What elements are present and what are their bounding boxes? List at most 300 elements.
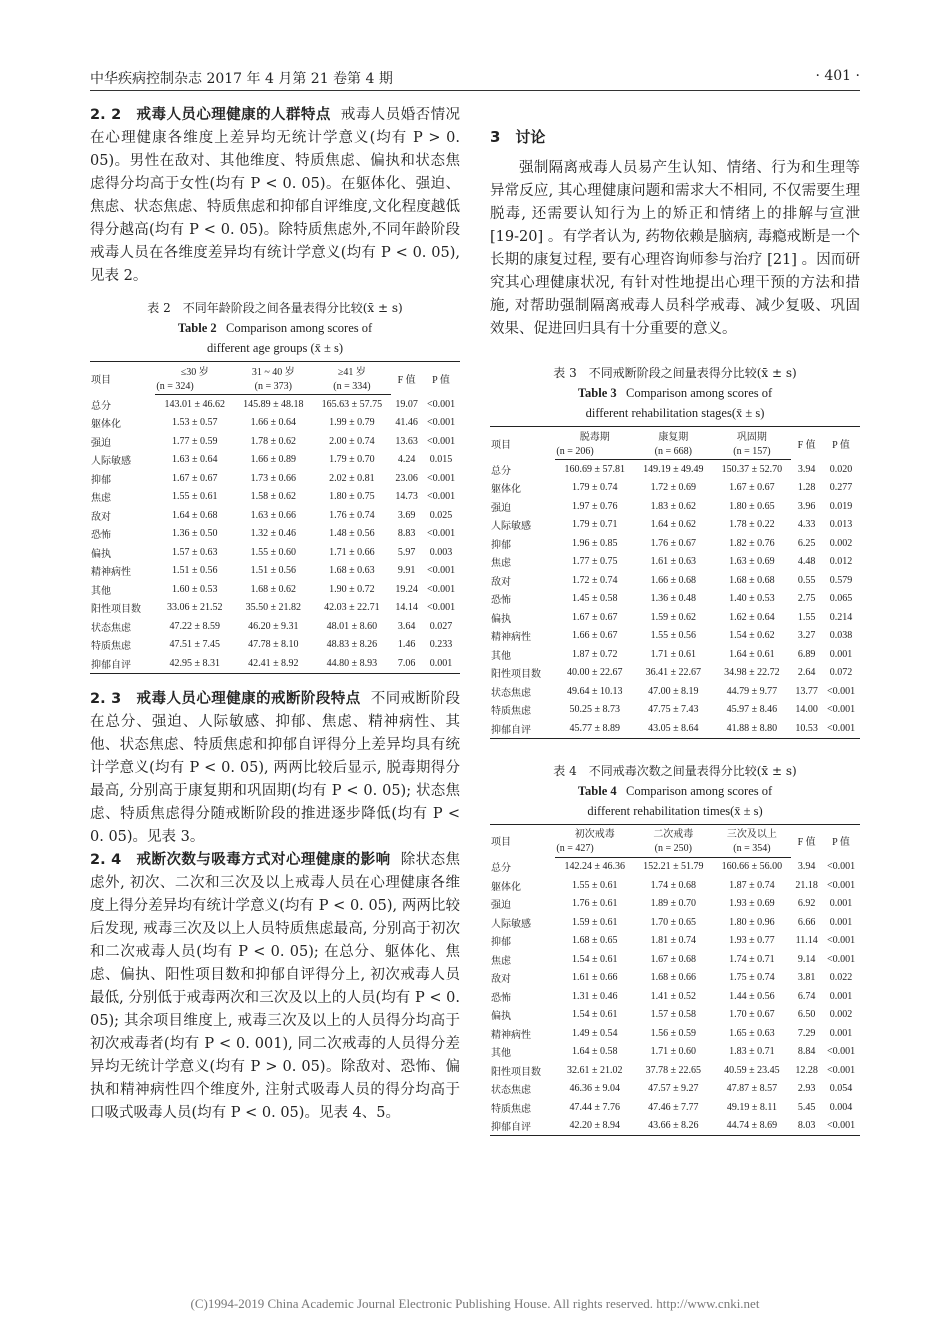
table-cell: 42.03 ± 22.71 bbox=[324, 602, 380, 614]
table-cell: 44.80 ± 8.93 bbox=[313, 654, 392, 673]
table-cell: 13.63 bbox=[395, 435, 418, 447]
table-cell: 1.72 ± 0.69 bbox=[650, 482, 697, 494]
table-cell: 1.57 ± 0.58 bbox=[650, 1009, 697, 1021]
table-cell: 34.98 ± 22.72 bbox=[724, 667, 780, 679]
table-cell: 1.70 ± 0.67 bbox=[729, 1009, 775, 1021]
th-col3-n: (n = 334) bbox=[313, 378, 392, 395]
section-2-4-title: 2. 4 戒断次数与吸毒方式对心理健康的影响 bbox=[90, 851, 391, 868]
row-label: 其他 bbox=[491, 650, 511, 662]
table-cell: 7.06 bbox=[391, 654, 422, 673]
left-column bbox=[90, 104, 460, 1125]
row-label: 强迫 bbox=[491, 900, 511, 912]
table-row bbox=[90, 562, 460, 581]
section-2-2-title: 2. 2 戒毒人员心理健康的人群特点 bbox=[90, 107, 331, 123]
table-cell: 1.40 ± 0.53 bbox=[729, 593, 775, 605]
table-cell: 47.87 ± 8.57 bbox=[726, 1083, 778, 1095]
row-label: 其他 bbox=[491, 1048, 511, 1060]
section-3-title: 3 讨论 bbox=[490, 128, 546, 146]
table-cell: 48.01 ± 8.60 bbox=[326, 620, 378, 632]
row-label: 人际敏感 bbox=[91, 456, 131, 468]
table-row bbox=[490, 1080, 860, 1099]
table-cell: 1.83 ± 0.71 bbox=[729, 1046, 775, 1058]
table-row bbox=[490, 553, 860, 572]
table-cell: 46.20 ± 9.31 bbox=[248, 620, 299, 632]
table-cell: 35.50 ± 21.82 bbox=[245, 602, 302, 614]
table-cell: 1.45 ± 0.58 bbox=[571, 593, 618, 605]
table-row bbox=[490, 1043, 860, 1062]
table-cell: 1.96 ± 0.85 bbox=[571, 537, 618, 549]
table-cell: 1.76 ± 0.67 bbox=[650, 537, 697, 549]
table-row bbox=[490, 664, 860, 683]
table-cell: 142.24 ± 46.36 bbox=[564, 861, 625, 873]
table-cell: 1.68 ± 0.68 bbox=[729, 574, 775, 586]
table-cell: 0.015 bbox=[429, 454, 453, 466]
table-cell: 13.77 bbox=[795, 685, 818, 697]
table-cell: 0.025 bbox=[429, 509, 453, 521]
table-cell: 0.233 bbox=[429, 639, 453, 651]
table-row bbox=[490, 479, 860, 498]
table-row bbox=[490, 1061, 860, 1080]
table-row bbox=[90, 414, 460, 433]
section-3-paragraph: 强制隔离戒毒人员易产生认知、情绪、行为和生理等异常反应, 其心理健康问题和需求大不相同, 不仅需要生理脱毒, 还需要认知行为上的矫正和情绪上的排解与宣泄 [19-20] 。有学者认为, 药物依赖是脑病, 毒瘾戒断是一个长期的康复过程, 要有心理咨询师参与治疗 [21] 。因而研究其心理健康状况, 有针对性地提出心理干预的方法和措施, 对帮助强制隔离戒毒人员科学戒毒、减少复吸、巩固效果、促进回归具有十分重要的意义。 bbox=[490, 160, 860, 337]
table-row bbox=[90, 543, 460, 562]
table-cell: <0.001 bbox=[426, 491, 456, 503]
section-2-2 bbox=[90, 104, 460, 288]
table-cell: 0.065 bbox=[829, 593, 853, 605]
th-f: F 值 bbox=[791, 427, 822, 460]
table-row bbox=[490, 497, 860, 516]
table-cell: 1.81 ± 0.74 bbox=[650, 935, 697, 947]
table-cell: 1.70 ± 0.65 bbox=[650, 916, 697, 928]
table-row bbox=[90, 469, 460, 488]
table-cell: 1.63 ± 0.64 bbox=[171, 454, 218, 466]
row-label: 人际敏感 bbox=[491, 918, 531, 930]
table-cell: 1.83 ± 0.62 bbox=[650, 500, 697, 512]
table-cell: 7.29 bbox=[797, 1027, 816, 1039]
table-cell: 1.79 ± 0.70 bbox=[329, 454, 375, 466]
th-col3: 巩固期 bbox=[713, 427, 792, 444]
table-2-caption-cn: 表 2 不同年龄阶段之间各量表得分比较(x̄ ± s) bbox=[147, 301, 403, 315]
th-col1-n: (n = 206) bbox=[555, 443, 634, 460]
table-cell: 0.579 bbox=[829, 574, 853, 586]
th-item: 项目 bbox=[90, 362, 155, 395]
table-2 bbox=[90, 298, 460, 674]
th-f: F 值 bbox=[391, 362, 422, 395]
table-cell: 0.013 bbox=[829, 519, 853, 531]
table-cell: 1.36 ± 0.48 bbox=[650, 593, 697, 605]
row-label: 特质焦虑 bbox=[491, 706, 531, 718]
table-cell: <0.001 bbox=[826, 704, 856, 716]
table-cell: <0.001 bbox=[826, 861, 856, 872]
table-cell: 0.001 bbox=[829, 990, 853, 1002]
row-label: 总分 bbox=[91, 400, 111, 412]
table-cell: 0.002 bbox=[829, 1009, 853, 1021]
table-row bbox=[490, 682, 860, 701]
table-cell: 1.64 ± 0.61 bbox=[729, 648, 775, 660]
row-label: 抑郁自评 bbox=[490, 1117, 555, 1136]
table-cell: 1.64 ± 0.62 bbox=[650, 519, 697, 531]
table-cell: 0.004 bbox=[829, 1101, 853, 1113]
table-cell: 0.001 bbox=[422, 654, 460, 673]
row-label: 恐怖 bbox=[491, 595, 511, 607]
table-cell: 1.66 ± 0.89 bbox=[250, 454, 297, 466]
table-cell: 12.28 bbox=[795, 1064, 818, 1076]
table-cell: 6.92 bbox=[797, 898, 816, 910]
th-item: 项目 bbox=[490, 824, 555, 857]
table-cell: 152.21 ± 51.79 bbox=[643, 861, 704, 873]
table-cell: 1.60 ± 0.53 bbox=[171, 583, 218, 595]
table-cell: 1.77 ± 0.59 bbox=[171, 435, 218, 447]
table-cell: 4.24 bbox=[397, 454, 416, 466]
table-cell: 1.55 ± 0.61 bbox=[171, 491, 218, 503]
table-cell: 1.66 ± 0.67 bbox=[571, 630, 618, 642]
table-cell: 47.78 ± 8.10 bbox=[248, 639, 299, 651]
row-label: 强迫 bbox=[491, 502, 511, 514]
row-label: 抑郁 bbox=[91, 474, 111, 486]
row-label: 总分 bbox=[491, 465, 511, 477]
journal-header: 中华疾病控制杂志 2017 年 4 月第 21 卷第 4 期 bbox=[90, 71, 393, 87]
th-p: P 值 bbox=[822, 824, 860, 857]
row-label: 焦虑 bbox=[91, 493, 111, 505]
table-cell: 1.46 bbox=[397, 639, 416, 651]
row-label: 精神病性 bbox=[491, 1029, 531, 1041]
table-cell: 1.59 ± 0.62 bbox=[650, 611, 697, 623]
table-row bbox=[490, 627, 860, 646]
th-p: P 值 bbox=[822, 427, 860, 460]
th-col2-n: (n = 668) bbox=[634, 443, 713, 460]
copyright-footer: (C)1994-2019 China Academic Journal Electronic Publishing House. All rights reserved. http://www.cnki.net bbox=[190, 1296, 760, 1311]
table-cell: 160.69 ± 57.81 bbox=[564, 463, 625, 475]
table-cell: 14.73 bbox=[395, 491, 418, 503]
table-cell: 1.89 ± 0.70 bbox=[650, 898, 697, 910]
table-cell: 49.19 ± 8.11 bbox=[726, 1101, 777, 1113]
table-cell: 1.68 ± 0.62 bbox=[250, 583, 297, 595]
row-label: 偏执 bbox=[91, 548, 111, 560]
table-cell: 1.67 ± 0.67 bbox=[571, 611, 618, 623]
table-row bbox=[490, 645, 860, 664]
table-cell: 1.64 ± 0.58 bbox=[571, 1046, 618, 1058]
table-4-caption-en-1: Comparison among scores of bbox=[626, 783, 773, 798]
table-cell: <0.001 bbox=[826, 879, 856, 891]
table-cell: 1.66 ± 0.68 bbox=[650, 574, 697, 586]
table-cell: <0.001 bbox=[426, 565, 456, 577]
table-cell: 0.002 bbox=[829, 537, 853, 549]
table-2-label: Table 2 bbox=[177, 321, 217, 335]
table-row bbox=[490, 701, 860, 720]
table-cell: 1.63 ± 0.66 bbox=[250, 509, 297, 521]
table-cell: 1.57 ± 0.63 bbox=[171, 546, 218, 558]
table-cell: 23.06 bbox=[395, 472, 418, 484]
table-cell: 0.054 bbox=[829, 1083, 853, 1095]
table-cell: 1.90 ± 0.72 bbox=[329, 583, 375, 595]
table-cell: 1.51 ± 0.56 bbox=[171, 565, 218, 577]
table-cell: 150.37 ± 52.70 bbox=[721, 463, 783, 475]
table-3-label: Table 3 bbox=[577, 386, 617, 400]
table-cell: 1.76 ± 0.74 bbox=[329, 509, 375, 521]
table-cell: 19.24 bbox=[395, 583, 418, 595]
table-row bbox=[490, 516, 860, 535]
table-row bbox=[490, 534, 860, 553]
table-cell: 1.87 ± 0.74 bbox=[729, 879, 775, 891]
table-cell: <0.001 bbox=[826, 935, 856, 947]
table-cell: 1.67 ± 0.67 bbox=[729, 482, 775, 494]
row-label: 敌对 bbox=[491, 974, 511, 986]
table-cell: 43.66 ± 8.26 bbox=[634, 1117, 713, 1136]
th-p: P 值 bbox=[422, 362, 460, 395]
table-cell: 0.019 bbox=[829, 500, 853, 512]
th-col3: ≥41 岁 bbox=[313, 362, 392, 379]
table-3-caption-en bbox=[490, 383, 860, 403]
table-cell: 145.89 ± 48.18 bbox=[243, 398, 304, 410]
table-cell: 0.027 bbox=[429, 620, 453, 632]
table-cell: <0.001 bbox=[426, 472, 456, 484]
table-cell: <0.001 bbox=[426, 417, 456, 429]
table-cell: 47.22 ± 8.59 bbox=[169, 620, 220, 632]
table-row bbox=[490, 932, 860, 951]
table-cell: 47.51 ± 7.45 bbox=[169, 639, 220, 651]
table-cell: 0.072 bbox=[829, 667, 853, 679]
th-col1-n: (n = 427) bbox=[555, 841, 634, 858]
table-2-caption-en bbox=[90, 318, 460, 338]
table-cell: 1.71 ± 0.60 bbox=[650, 1046, 697, 1058]
table-cell: 0.020 bbox=[829, 463, 853, 475]
table-cell: 3.94 bbox=[797, 463, 816, 475]
row-label: 人际敏感 bbox=[491, 521, 531, 533]
table-cell: 9.91 bbox=[397, 565, 416, 577]
th-col2-n: (n = 250) bbox=[634, 841, 713, 858]
table-cell: 1.55 bbox=[797, 611, 816, 623]
table-cell: 1.58 ± 0.62 bbox=[250, 491, 297, 503]
th-col1: 脱毒期 bbox=[555, 427, 634, 444]
table-cell: 46.36 ± 9.04 bbox=[569, 1083, 620, 1095]
table-cell: 50.25 ± 8.73 bbox=[569, 704, 620, 716]
table-cell: 1.75 ± 0.74 bbox=[729, 972, 775, 984]
table-cell: 4.48 bbox=[797, 556, 816, 568]
table-cell: 1.51 ± 0.56 bbox=[250, 565, 297, 577]
table-cell: 3.69 bbox=[397, 509, 416, 521]
table-3-caption-en-2: different rehabilitation stages(x̄ ± s) bbox=[585, 406, 765, 420]
table-cell: <0.001 bbox=[426, 528, 456, 540]
table-row bbox=[90, 395, 460, 414]
table-cell: 1.32 ± 0.46 bbox=[250, 528, 297, 540]
table-3-caption-cn: 表 3 不同戒断阶段之间量表得分比较(x̄ ± s) bbox=[553, 366, 797, 380]
table-cell: 143.01 ± 46.62 bbox=[164, 398, 225, 410]
table-cell: 1.66 ± 0.64 bbox=[250, 417, 297, 429]
table-cell: 1.74 ± 0.71 bbox=[729, 953, 775, 965]
row-label: 特质焦虑 bbox=[491, 1103, 531, 1115]
table-row bbox=[90, 525, 460, 544]
table-cell: 1.54 ± 0.61 bbox=[571, 1009, 618, 1021]
table-cell: 2.93 bbox=[797, 1083, 816, 1095]
table-cell: 47.00 ± 8.19 bbox=[648, 685, 699, 697]
row-label: 其他 bbox=[91, 585, 111, 597]
table-cell: 1.67 ± 0.68 bbox=[650, 953, 697, 965]
row-label: 躯体化 bbox=[91, 419, 121, 431]
table-cell: 1.61 ± 0.63 bbox=[650, 556, 697, 568]
row-label: 特质焦虑 bbox=[91, 641, 131, 653]
table-cell: 3.27 bbox=[797, 630, 816, 642]
table-cell: <0.001 bbox=[826, 1046, 856, 1058]
table-cell: <0.001 bbox=[826, 953, 856, 965]
table-row bbox=[490, 857, 860, 876]
table-2-caption-en-2: different age groups (x̄ ± s) bbox=[206, 341, 344, 355]
table-cell: 1.74 ± 0.68 bbox=[650, 879, 697, 891]
table-cell: 3.94 bbox=[797, 861, 816, 872]
table-row bbox=[90, 432, 460, 451]
table-cell: 32.61 ± 21.02 bbox=[566, 1064, 623, 1076]
table-cell: 0.001 bbox=[829, 1027, 853, 1039]
table-cell: 1.80 ± 0.75 bbox=[329, 491, 375, 503]
table-cell: 36.41 ± 22.67 bbox=[645, 667, 702, 679]
table-cell: 42.95 ± 8.31 bbox=[155, 654, 234, 673]
table-cell: 1.36 ± 0.50 bbox=[171, 528, 218, 540]
table-cell: 1.93 ± 0.77 bbox=[729, 935, 775, 947]
table-row bbox=[490, 1098, 860, 1117]
row-label: 抑郁自评 bbox=[90, 654, 155, 673]
table-row bbox=[490, 571, 860, 590]
table-cell: 1.93 ± 0.69 bbox=[729, 898, 775, 910]
row-label: 强迫 bbox=[91, 437, 111, 449]
table-cell: <0.001 bbox=[426, 398, 456, 410]
table-cell: 1.72 ± 0.74 bbox=[571, 574, 618, 586]
table-cell: 41.46 bbox=[395, 417, 418, 429]
table-cell: 2.64 bbox=[797, 667, 816, 679]
table-3 bbox=[490, 363, 860, 739]
table-row bbox=[90, 451, 460, 470]
table-cell: 5.45 bbox=[797, 1101, 816, 1113]
running-header bbox=[90, 66, 860, 91]
table-cell: 0.277 bbox=[829, 482, 853, 494]
table-cell: 1.79 ± 0.74 bbox=[571, 482, 618, 494]
table-cell: 6.66 bbox=[797, 916, 816, 928]
table-cell: 2.75 bbox=[797, 593, 816, 605]
section-2-2-text: 戒毒人员婚否情况在心理健康各维度上差异均无统计学意义(均有 P > 0. 05)。男性在敌对、其他维度、特质焦虑、偏执和状态焦虑得分均高于女性(均有 P < 0. 05)。在躯体化、强迫、焦虑、状态焦虑、特质焦虑和抑郁自评维度,文化程度越低得分越高(均有 P < 0. 05)。除特质焦虑外,不同年龄阶段戒毒人员在各维度差异均有统计学意义(均有 P < 0. 05), 见表 2。 bbox=[90, 107, 461, 284]
table-cell: 0.003 bbox=[429, 546, 453, 558]
row-label: 焦虑 bbox=[491, 558, 511, 570]
row-label: 总分 bbox=[491, 863, 511, 874]
table-cell: 1.97 ± 0.76 bbox=[571, 500, 618, 512]
table-cell: 41.88 ± 8.80 bbox=[713, 719, 792, 738]
row-label: 抑郁 bbox=[491, 937, 511, 949]
table-row bbox=[490, 1117, 860, 1136]
table-cell: 1.77 ± 0.75 bbox=[571, 556, 618, 568]
table-cell: 14.00 bbox=[795, 704, 818, 716]
row-label: 状态焦虑 bbox=[491, 687, 531, 699]
row-label: 状态焦虑 bbox=[91, 622, 131, 634]
row-label: 阳性项目数 bbox=[491, 1066, 541, 1078]
section-2-4 bbox=[90, 849, 460, 1125]
table-cell: 1.41 ± 0.52 bbox=[650, 990, 697, 1002]
table-2-caption-en-1: Comparison among scores of bbox=[226, 321, 373, 335]
table-cell: <0.001 bbox=[826, 1064, 856, 1076]
table-cell: 47.57 ± 9.27 bbox=[648, 1083, 699, 1095]
table-row bbox=[490, 590, 860, 609]
table-cell: 45.97 ± 8.46 bbox=[726, 704, 778, 716]
th-col1-n: (n = 324) bbox=[155, 378, 234, 395]
th-col2-n: (n = 373) bbox=[234, 378, 313, 395]
table-row bbox=[490, 969, 860, 988]
table-cell: 1.82 ± 0.76 bbox=[729, 537, 775, 549]
table-cell: 1.55 ± 0.56 bbox=[650, 630, 697, 642]
table-row bbox=[490, 1024, 860, 1043]
table-cell: <0.001 bbox=[826, 685, 856, 697]
table-row bbox=[90, 599, 460, 618]
table-cell: 1.65 ± 0.63 bbox=[729, 1027, 775, 1039]
table-cell: 1.73 ± 0.66 bbox=[250, 472, 297, 484]
table-cell: 8.83 bbox=[397, 528, 416, 540]
table-cell: <0.001 bbox=[426, 583, 456, 595]
table-cell: 1.55 ± 0.60 bbox=[250, 546, 297, 558]
table-cell: 1.80 ± 0.65 bbox=[729, 500, 775, 512]
table-cell: 1.71 ± 0.61 bbox=[650, 648, 697, 660]
page-number: · 401 · bbox=[815, 68, 860, 84]
table-row bbox=[90, 506, 460, 525]
table-row bbox=[90, 488, 460, 507]
table-4-caption-en-2: different rehabilitation times(x̄ ± s) bbox=[587, 803, 763, 818]
row-label: 抑郁自评 bbox=[490, 719, 555, 738]
table-cell: 165.63 ± 57.75 bbox=[321, 398, 383, 410]
table-cell: 0.55 bbox=[797, 574, 816, 586]
table-cell: <0.001 bbox=[426, 602, 456, 614]
table-cell: <0.001 bbox=[822, 719, 860, 738]
table-cell: 8.84 bbox=[797, 1046, 816, 1058]
table-row bbox=[490, 913, 860, 932]
table-cell: 1.68 ± 0.65 bbox=[571, 935, 618, 947]
table-cell: 1.63 ± 0.69 bbox=[729, 556, 775, 568]
table-cell: 21.18 bbox=[795, 879, 818, 891]
table-row bbox=[490, 719, 860, 738]
table-4-label: Table 4 bbox=[577, 783, 617, 798]
table-cell: 40.00 ± 22.67 bbox=[566, 667, 623, 679]
table-row bbox=[90, 654, 460, 673]
table-cell: 1.78 ± 0.62 bbox=[250, 435, 297, 447]
row-label: 恐怖 bbox=[91, 530, 111, 542]
table-row bbox=[90, 617, 460, 636]
table-cell: 1.79 ± 0.71 bbox=[571, 519, 618, 531]
table-cell: 47.75 ± 7.43 bbox=[648, 704, 699, 716]
table-cell: 6.89 bbox=[797, 648, 816, 660]
table-cell: 4.33 bbox=[797, 519, 816, 531]
table-cell: 1.64 ± 0.68 bbox=[171, 509, 218, 521]
row-label: 精神病性 bbox=[491, 632, 531, 644]
th-item: 项目 bbox=[490, 427, 555, 460]
table-cell: 1.54 ± 0.61 bbox=[571, 953, 618, 965]
th-col1: 初次戒毒 bbox=[555, 824, 634, 841]
table-cell: 1.87 ± 0.72 bbox=[571, 648, 618, 660]
table-cell: 1.68 ± 0.66 bbox=[650, 972, 697, 984]
table-cell: 1.44 ± 0.56 bbox=[729, 990, 775, 1002]
table-cell: 2.02 ± 0.81 bbox=[329, 472, 375, 484]
row-label: 焦虑 bbox=[491, 955, 511, 967]
table-cell: 44.79 ± 9.77 bbox=[726, 685, 778, 697]
th-f: F 值 bbox=[791, 824, 822, 857]
table-cell: 43.05 ± 8.64 bbox=[634, 719, 713, 738]
table-cell: 0.038 bbox=[829, 630, 853, 642]
table-cell: 9.14 bbox=[797, 953, 816, 965]
th-col3-n: (n = 354) bbox=[713, 841, 792, 858]
table-cell: 1.56 ± 0.59 bbox=[650, 1027, 697, 1039]
table-4-caption-cn: 表 4 不同戒毒次数之间量表得分比较(x̄ ± s) bbox=[553, 763, 797, 778]
th-col2: 二次戒毒 bbox=[634, 824, 713, 841]
table-cell: 6.74 bbox=[797, 990, 816, 1002]
table-cell: <0.001 bbox=[426, 435, 456, 447]
table-row bbox=[490, 950, 860, 969]
table-cell: 6.25 bbox=[797, 537, 816, 549]
row-label: 恐怖 bbox=[491, 992, 511, 1004]
table-3-grid bbox=[490, 426, 860, 739]
row-label: 阳性项目数 bbox=[491, 669, 541, 681]
right-column bbox=[490, 104, 860, 1136]
